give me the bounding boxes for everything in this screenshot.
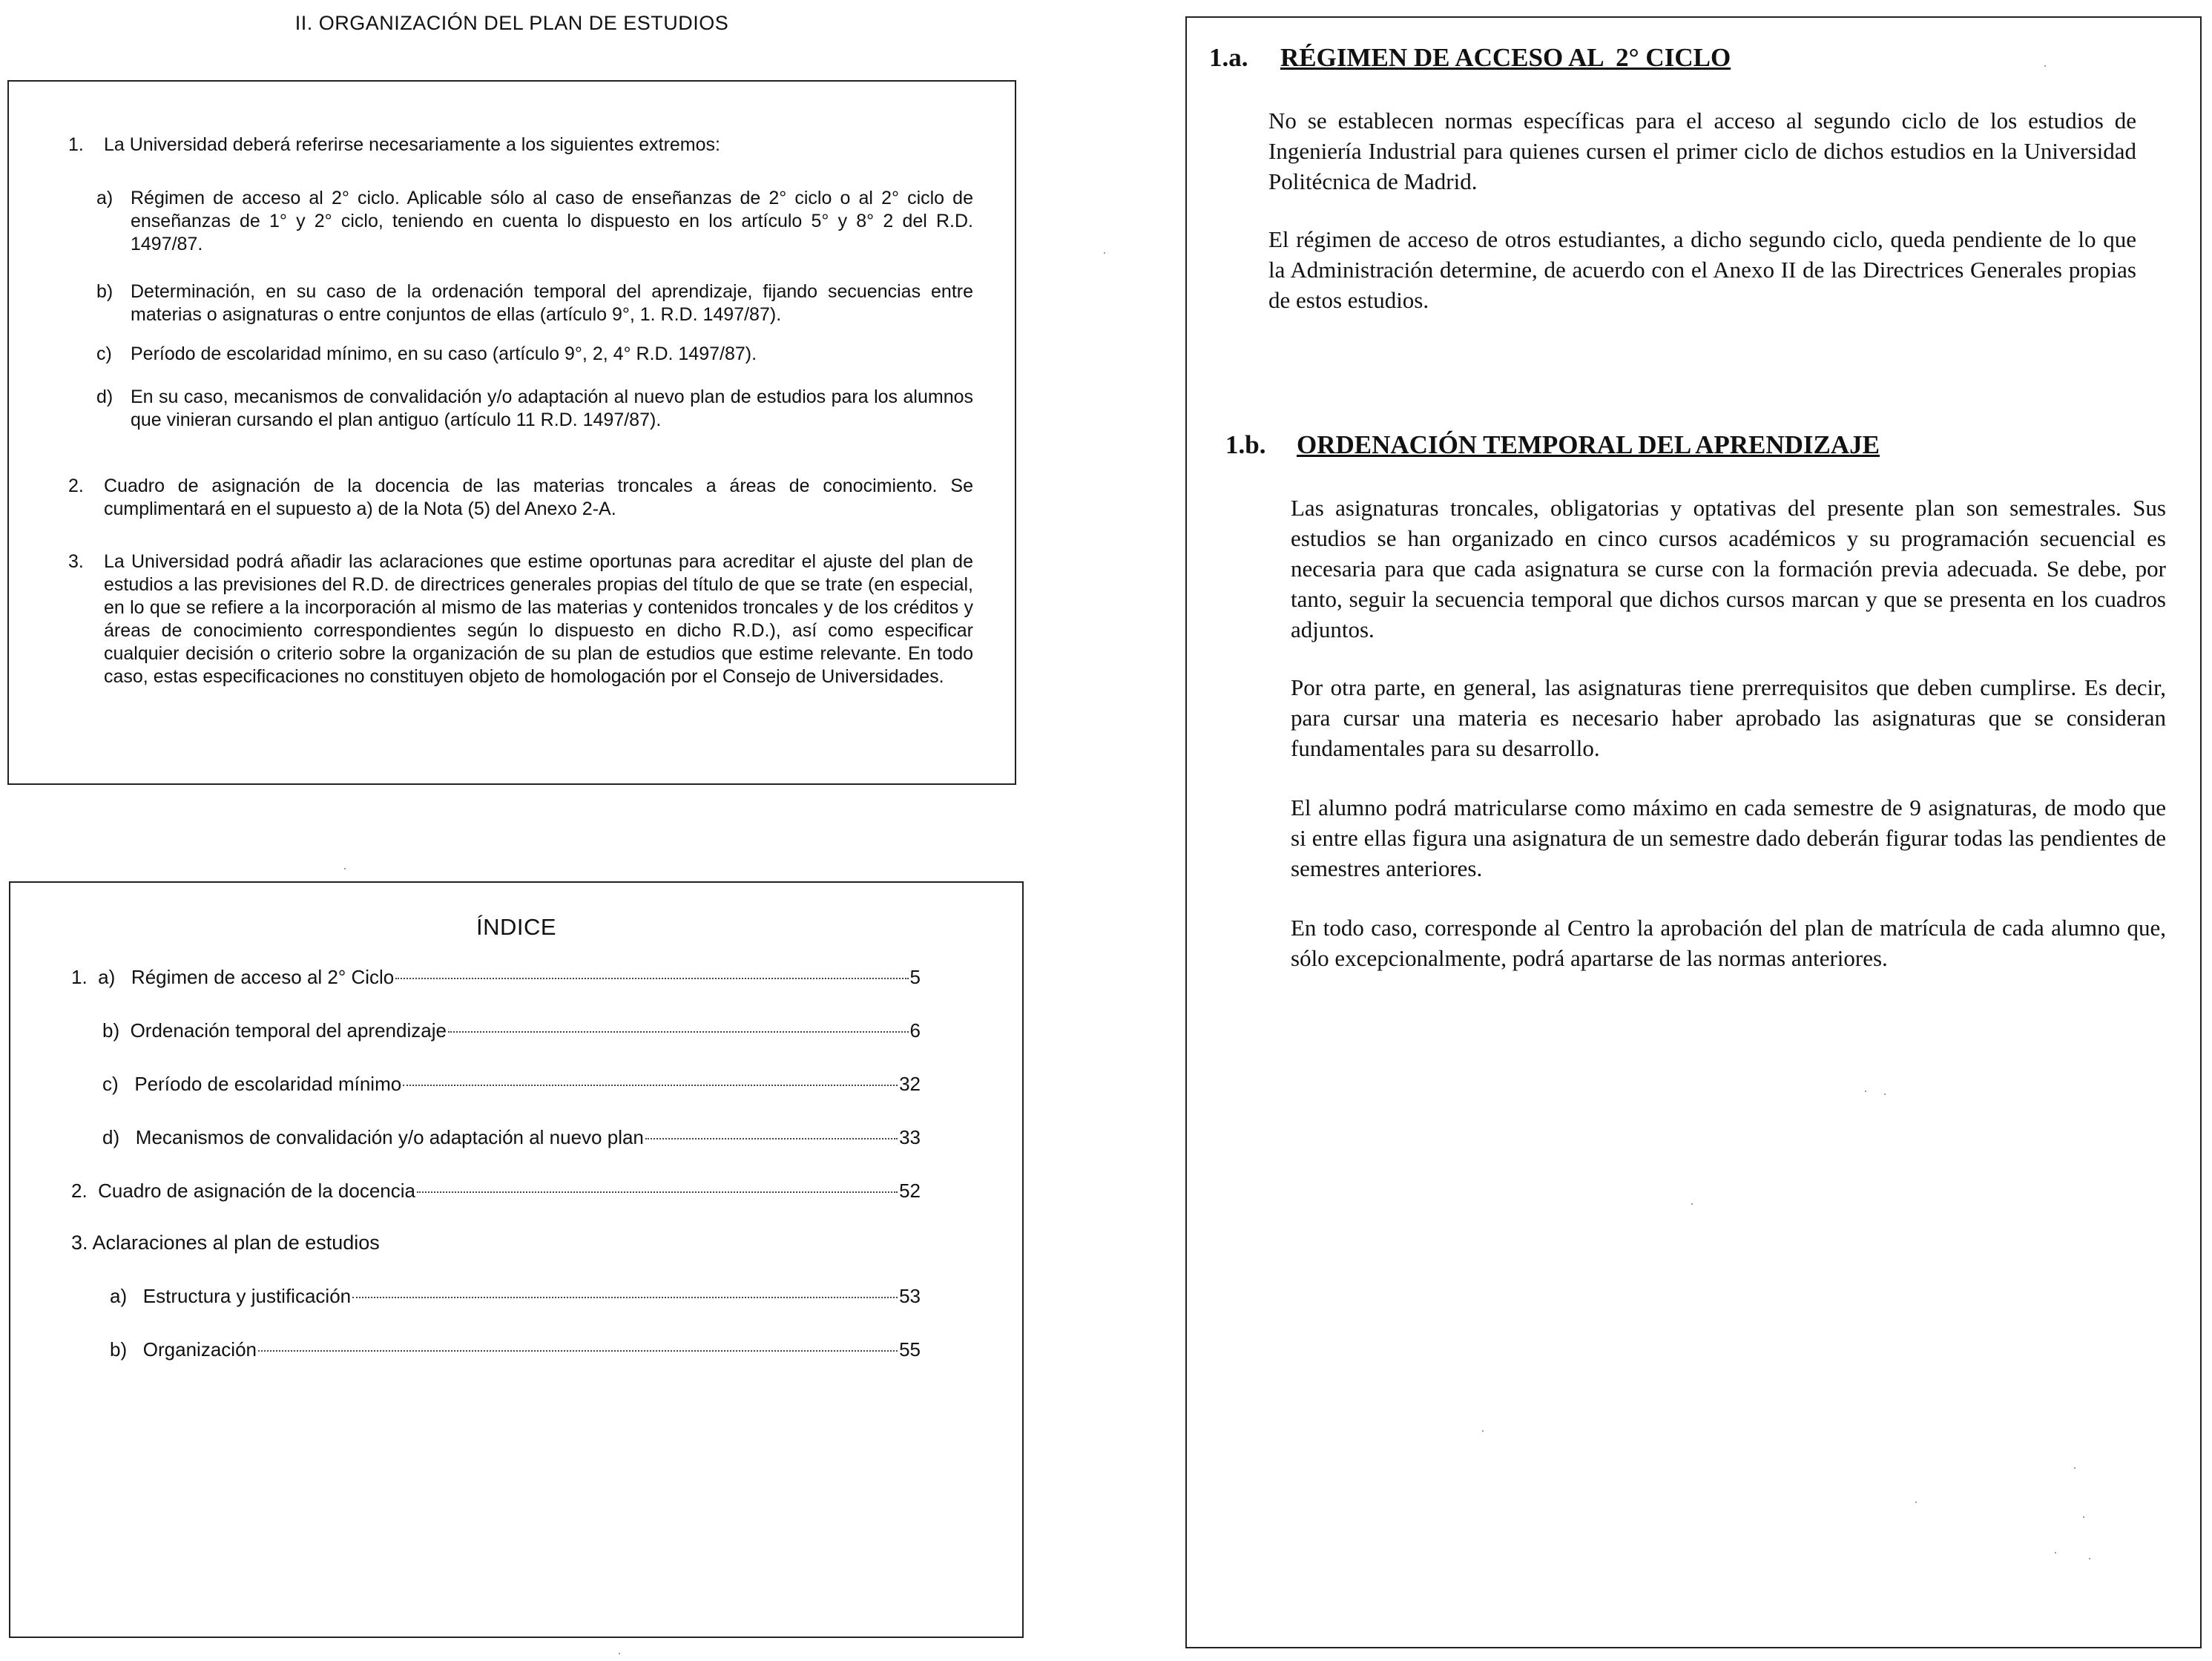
toc-page: 55 [899, 1338, 921, 1361]
scan-speck [1915, 1502, 1917, 1503]
item-text: Cuadro de asignación de la docencia de las materias troncales a áreas de conocimiento. Se cumplimentará en el supuesto a) de la Nota (5) del Anexo 2-A. [104, 476, 973, 519]
scan-speck [2044, 65, 2046, 67]
toc-leader [403, 1085, 898, 1086]
item-text: La Universidad deberá referirse necesariamente a los siguientes extremos: [104, 134, 720, 155]
toc-leader [645, 1138, 898, 1139]
item-number: 3. [68, 551, 84, 572]
toc-leader [258, 1350, 898, 1352]
toc-label: c) Período de escolaridad mínimo [102, 1073, 402, 1095]
toc-leader [352, 1297, 898, 1298]
scan-speck [619, 1653, 620, 1654]
paragraph: El régimen de acceso de otros estudiantes, a dicho segundo ciclo, queda pendiente de lo que la Administración determine, de acuerdo con el Anexo II de las Directrices Generales propias de estos estudios. [1268, 226, 2136, 313]
toc-label: b) Ordenación temporal del aprendizaje [102, 1019, 447, 1042]
toc-label: b) Organización [110, 1338, 257, 1361]
item-text: Período de escolaridad mínimo, en su caso (artículo 9°, 2, 4° R.D. 1497/87). [131, 343, 757, 364]
toc-label: 2. Cuadro de asignación de la docencia [71, 1180, 415, 1202]
item-number: c) [96, 343, 112, 364]
item-text: Régimen de acceso al 2° ciclo. Aplicable sólo al caso de enseñanzas de 2° ciclo o al 2° ciclo de enseñanzas de 1° y 2° ciclo, teniendo en cuenta lo dispuesto en los artículo 5° y 8° 2 del R.D. 1497/87. [131, 188, 973, 254]
toc-label: 1. a) Régimen de acceso al 2° Ciclo [71, 966, 395, 988]
page-title: II. ORGANIZACIÓN DEL PLAN DE ESTUDIOS [294, 12, 729, 34]
toc-entry [71, 1180, 921, 1203]
toc-entry [102, 1073, 921, 1096]
right-page-box [1185, 16, 2202, 1648]
paragraph: En todo caso, corresponde al Centro la aprobación del plan de matrícula de cada alumno que, sólo excepcionalmente, podrá apartarse de las normas anteriores. [1291, 915, 2166, 971]
toc-leader [417, 1191, 898, 1193]
section-heading-1a [1209, 43, 1731, 73]
toc-page: 53 [899, 1285, 921, 1307]
requirement-sub-a [96, 187, 973, 256]
toc-entry [102, 1019, 921, 1042]
toc-entry [71, 966, 921, 989]
scan-speck [1691, 1203, 1693, 1205]
item-number: 1. [68, 134, 84, 155]
toc-leader [448, 1031, 909, 1033]
item-text: En su caso, mecanismos de convalidación y/o adaptación al nuevo plan de estudios para los alumnos que vinieran cursando el plan antiguo (artículo 11 R.D. 1497/87). [131, 387, 973, 430]
scan-speck [1884, 1093, 1886, 1095]
scan-speck [1104, 252, 1105, 254]
paragraph: No se establecen normas específicas para el acceso al segundo ciclo de los estudios de Ingeniería Industrial para quienes cursen el primer ciclo de dichos estudios en la Universidad Politécnica de Madrid. [1268, 108, 2136, 194]
toc-label: d) Mecanismos de convalidación y/o adaptación al nuevo plan [102, 1126, 644, 1148]
index-box [9, 881, 1024, 1638]
requirement-item-3 [68, 550, 973, 688]
item-number: 2. [68, 476, 84, 496]
item-text: La Universidad podrá añadir las aclaraciones que estime oportunas para acreditar el ajuste del plan de estudios a las previsiones del R.D. de directrices generales propias del título de que se trate (en especial, en lo que se refiere a la incorporación al mismo de las materias y contenidos troncales y de los créditos y áreas de conocimiento correspondientes según lo dispuesto en dicho R.D.), así como especificar cualquier decisión o criterio sobre la organización de su plan de estudios que estime relevante. En todo caso, estas especificaciones no constituyen objeto de homologación por el Consejo de Universidades. [104, 551, 973, 687]
scan-speck [2083, 1516, 2084, 1518]
scan-speck [2089, 1558, 2090, 1559]
toc-page: 5 [909, 966, 921, 988]
scan-speck [2055, 1552, 2056, 1553]
item-number: d) [96, 387, 113, 407]
scan-speck [1482, 1430, 1484, 1432]
requirement-sub-d [96, 386, 973, 432]
scan-speck [344, 868, 346, 869]
paragraph: Por otra parte, en general, las asignaturas tiene prerrequisitos que deben cumplirse. Es decir, para cursar una materia es necesario haber aprobado las asignaturas que se consideran fundamentales para su desarrollo. [1291, 674, 2166, 761]
requirement-item-1 [68, 134, 973, 157]
scan-speck [1865, 1091, 1866, 1092]
toc-page: 6 [909, 1019, 921, 1042]
section-number: 1.a. [1209, 43, 1248, 72]
toc-entry [110, 1285, 921, 1308]
requirement-sub-b [96, 280, 973, 326]
requirement-sub-c [96, 343, 973, 366]
toc-page: 32 [899, 1073, 921, 1095]
section-title: ORDENACIÓN TEMPORAL DEL APRENDIZAJE [1297, 430, 1880, 459]
paragraph: Las asignaturas troncales, obligatorias y optativas del presente plan son semestrales. Sus estudios se han organizado en cinco cursos académicos y su programación secuencial es necesaria para que cada asignatura se curse con la formación previa adecuada. Se debe, por tanto, seguir la secuencia temporal que dichos cursos marcan y que se presenta en los cuadros adjuntos. [1291, 495, 2166, 642]
item-number: b) [96, 281, 113, 302]
index-title: ÍNDICE [475, 914, 557, 940]
item-number: a) [96, 188, 113, 208]
requirement-item-2 [68, 475, 973, 521]
toc-page: 52 [899, 1180, 921, 1202]
toc-section-heading: 3. Aclaraciones al plan de estudios [71, 1231, 380, 1254]
toc-leader [395, 978, 908, 979]
scan-speck [2074, 1467, 2076, 1469]
toc-label: a) Estructura y justificación [110, 1285, 352, 1307]
toc-entry [110, 1338, 921, 1361]
section-number: 1.b. [1225, 430, 1266, 459]
paragraph: El alumno podrá matricularse como máximo en cada semestre de 9 asignaturas, de modo que si entre ellas figura una asignatura de un semestre dado deberán figurar todas las pendientes de semestres anteriores. [1291, 795, 2166, 881]
requirements-box [7, 80, 1016, 785]
section-heading-1b [1225, 430, 1880, 460]
item-text: Determinación, en su caso de la ordenación temporal del aprendizaje, fijando secuencias entre materias o asignaturas o entre conjuntos de ellas (artículo 9°, 1. R.D. 1497/87). [131, 281, 973, 325]
toc-page: 33 [899, 1126, 921, 1148]
section-title: RÉGIMEN DE ACCESO AL 2° CICLO [1280, 43, 1731, 72]
toc-entry [102, 1126, 921, 1149]
